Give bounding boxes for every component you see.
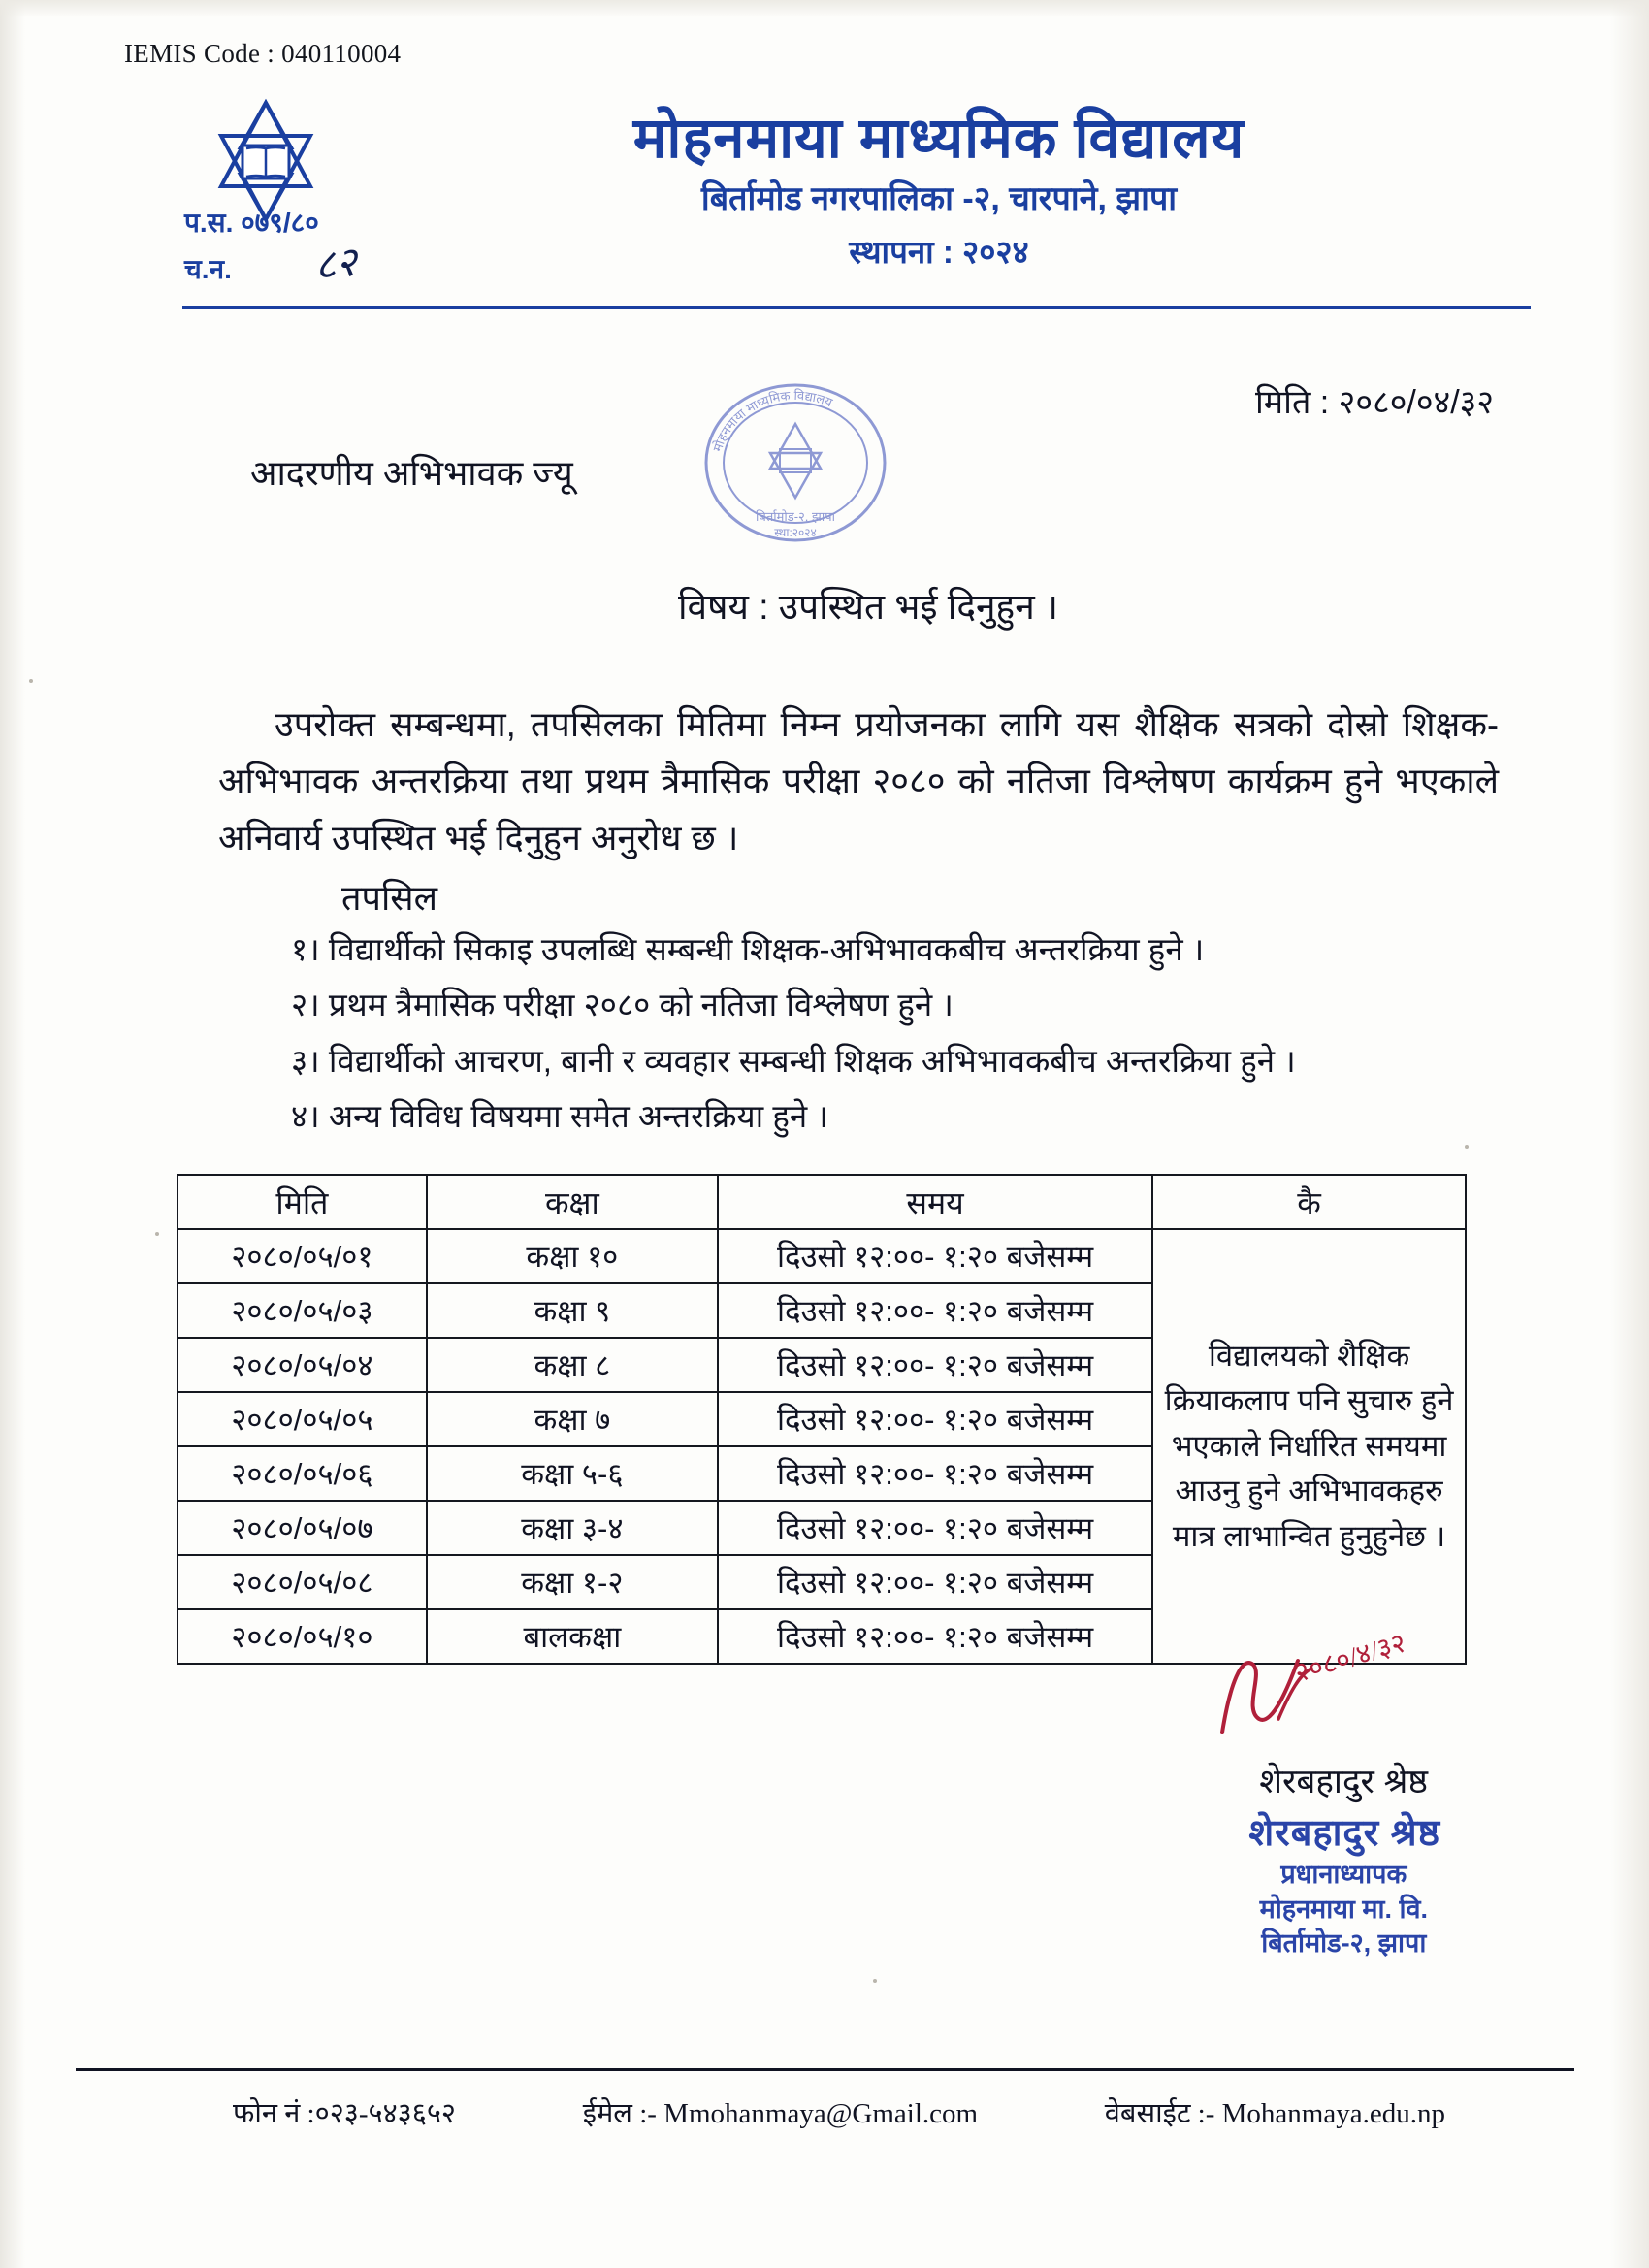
footer	[233, 2093, 1445, 2131]
scan-speck	[29, 679, 33, 683]
signatory-stamp	[1260, 1858, 1428, 1961]
stamp-address: बिर्तामोड-२, झापा	[1261, 1928, 1427, 1959]
cell-time: दिउसो १२:००- १:२० बजेसम्म	[718, 1283, 1152, 1338]
cell-class: कक्षा १-२	[427, 1555, 718, 1609]
header-divider	[182, 306, 1531, 309]
cell-date: २०८०/०५/०४	[178, 1338, 427, 1392]
document-date: मिति : २०८०/०४/३२	[1255, 384, 1494, 421]
table-row	[178, 1229, 1466, 1283]
cell-time: दिउसो १२:००- १:२० बजेसम्म	[718, 1555, 1152, 1609]
column-header-remark: कै	[1152, 1175, 1466, 1229]
school-established: स्थापना : २०२४	[849, 234, 1029, 270]
footer-email: ईमेल :- Mmohanmaya@Gmail.com	[582, 2098, 979, 2129]
points-list	[291, 923, 1513, 1147]
cell-class: कक्षा ९	[427, 1283, 718, 1338]
official-seal	[698, 373, 892, 553]
cell-date: २०८०/०५/०१	[178, 1229, 427, 1283]
cell-date: २०८०/०५/०८	[178, 1555, 427, 1609]
tapasil-heading: तपसिल	[341, 878, 438, 918]
list-item: ४। अन्य विविध विषयमा समेत अन्तरक्रिया हुने ।	[291, 1098, 828, 1135]
letterhead	[124, 87, 1533, 335]
cell-class: कक्षा १०	[427, 1229, 718, 1283]
column-header-time: समय	[718, 1175, 1152, 1229]
footer-phone: फोन नं :०२३-५४३६५२	[233, 2098, 456, 2129]
cell-class: बालकक्षा	[427, 1609, 718, 1664]
salutation: आदरणीय अभिभावक ज्यू	[250, 453, 573, 493]
subject-line: विषय : उपस्थित भई दिनुहुन ।	[677, 587, 1059, 627]
svg-text:स्था:२०२४: स्था:२०२४	[774, 526, 817, 539]
list-item: २। प्रथम त्रैमासिक परीक्षा २०८० को नतिजा विश्लेषण हुने ।	[291, 987, 954, 1023]
scan-edge-right	[1610, 0, 1649, 2268]
signatory-hand-signature: शेरबहादुर श्रेष्ठ	[1248, 1813, 1440, 1854]
cell-date: २०८०/०५/१०	[178, 1609, 427, 1664]
cell-time: दिउसो १२:००- १:२० बजेसम्म	[718, 1446, 1152, 1501]
schedule-table-wrapper	[177, 1174, 1467, 1665]
cell-class: कक्षा ५-६	[427, 1446, 718, 1501]
svg-text:मोहनमाया माध्यमिक विद्यालय: मोहनमाया माध्यमिक विद्यालय	[709, 387, 835, 454]
footer-divider	[76, 2068, 1574, 2071]
cell-time: दिउसो १२:००- १:२० बजेसम्म	[718, 1609, 1152, 1664]
cell-class: कक्षा ७	[427, 1392, 718, 1446]
school-address: बिर्तामोड नगरपालिका -२, चारपाने, झापा	[700, 180, 1178, 217]
scan-speck	[155, 1232, 159, 1236]
handwritten-signature-mark	[1183, 1636, 1426, 1752]
school-name: मोहनमाया माध्यमिक विद्यालय	[632, 107, 1245, 170]
column-header-date: मिति	[178, 1175, 427, 1229]
cell-date: २०८०/०५/०५	[178, 1392, 427, 1446]
cell-remark: विद्यालयको शैक्षिक क्रियाकलाप पनि सुचारु हुने भएकाले निर्धारित समयमा आउनु हुने अभिभावकहरु मात्र लाभान्वित हुनुहुनेछ ।	[1152, 1229, 1466, 1664]
list-item: ३। विद्यार्थीको आचरण, बानी र व्यवहार सम्बन्धी शिक्षक अभिभावकबीच अन्तरक्रिया हुने ।	[291, 1042, 1296, 1079]
list-item: १। विद्यार्थीको सिकाइ उपलब्धि सम्बन्धी शिक्षक-अभिभावकबीच अन्तरक्रिया हुने ।	[291, 931, 1205, 967]
svg-text:२०८०/४/३२: २०८०/४/३२	[1291, 1636, 1409, 1689]
reference-number: प.स. ०७९/८०	[184, 208, 319, 238]
scan-speck	[873, 1979, 877, 1983]
scan-edge-top	[0, 0, 1649, 17]
cell-date: २०८०/०५/०६	[178, 1446, 427, 1501]
cell-time: दिउसो १२:००- १:२० बजेसम्म	[718, 1229, 1152, 1283]
cell-class: कक्षा ३-४	[427, 1501, 718, 1555]
cell-time: दिउसो १२:००- १:२० बजेसम्म	[718, 1501, 1152, 1555]
cell-time: दिउसो १२:००- १:२० बजेसम्म	[718, 1392, 1152, 1446]
dispatch-number-label: च.न.	[184, 254, 232, 284]
iemis-code: IEMIS Code : 040110004	[124, 39, 402, 68]
cell-class: कक्षा ८	[427, 1338, 718, 1392]
column-header-class: कक्षा	[427, 1175, 718, 1229]
schedule-table	[177, 1174, 1467, 1665]
dispatch-number-value: ८२	[311, 240, 360, 290]
body-paragraph: उपरोक्त सम्बन्धमा, तपसिलका मितिमा निम्न प्रयोजनका लागि यस शैक्षिक सत्रको दोस्रो शिक्षक-अभिभावक अन्तरक्रिया तथा प्रथम त्रैमासिक परीक्षा २०८० को नतिजा विश्लेषण कार्यक्रम हुने भएकाले अनिवार्य उपस्थित भई दिनुहुन अनुरोध छ ।	[218, 704, 1499, 858]
stamp-title: प्रधानाध्यापक	[1280, 1860, 1407, 1889]
cell-time: दिउसो १२:००- १:२० बजेसम्म	[718, 1338, 1152, 1392]
svg-text:बिर्तामोड-२, झापा: बिर्तामोड-२, झापा	[756, 509, 835, 524]
table-header-row	[178, 1175, 1466, 1229]
footer-website: वेबसाईट :- Mohanmaya.edu.np	[1104, 2098, 1445, 2129]
stamp-school: मोहनमाया मा. वि.	[1259, 1894, 1428, 1924]
cell-date: २०८०/०५/०३	[178, 1283, 427, 1338]
cell-date: २०८०/०५/०७	[178, 1501, 427, 1555]
signatory-name: शेरबहादुर श्रेष्ठ	[1259, 1763, 1428, 1800]
scan-edge-left	[0, 0, 25, 2268]
